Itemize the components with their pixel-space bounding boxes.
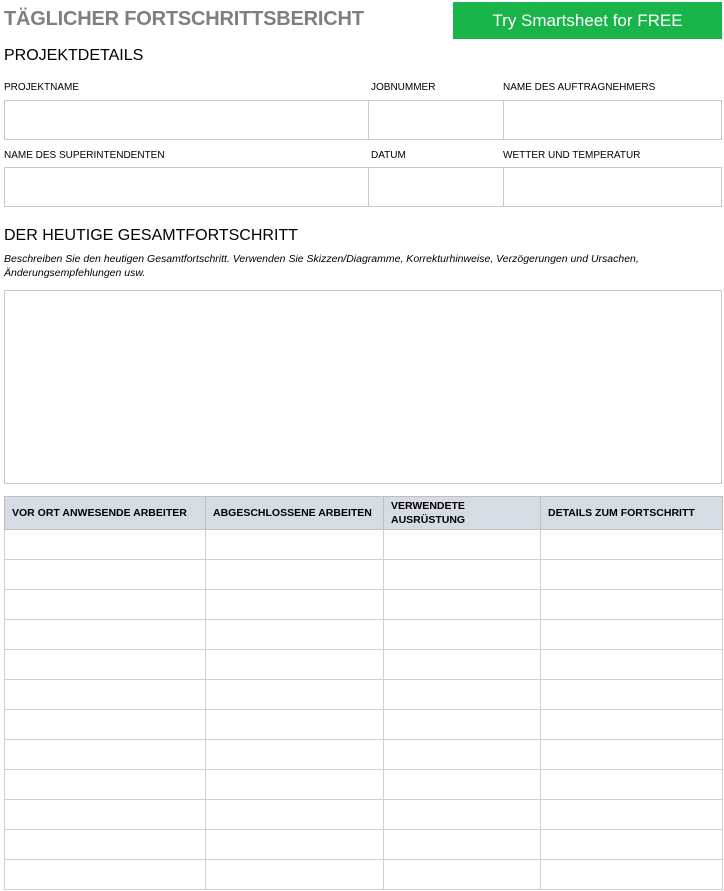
overall-progress-instructions: Beschreiben Sie den heutigen Gesamtfortschritt. Verwenden Sie Skizzen/Diagramme, Korrekturhinweise, Verzögerungen und Ursachen, Änderungsempfehlungen usw. [4,253,639,279]
superintendent-name-field[interactable] [4,167,369,207]
table-cell[interactable] [384,800,541,830]
table-cell[interactable] [5,620,206,650]
superintendent-name-label: NAME DES SUPERINTENDENTEN [4,150,165,161]
table-row [5,530,723,560]
table-cell[interactable] [5,710,206,740]
table-cell[interactable] [541,770,723,800]
table-row [5,620,723,650]
table-cell[interactable] [384,860,541,890]
progress-log-table [4,496,723,890]
job-number-field[interactable] [368,100,504,140]
project-name-label: PROJEKTNAME [4,82,80,93]
table-cell[interactable] [541,680,723,710]
table-cell[interactable] [5,830,206,860]
table-cell[interactable] [384,620,541,650]
table-cell[interactable] [206,830,384,860]
table-cell[interactable] [541,800,723,830]
table-row [5,650,723,680]
table-header-row [5,497,723,530]
column-header-equipment: VERWENDETE AUSRÜSTUNG [384,497,541,530]
table-cell[interactable] [5,800,206,830]
table-cell[interactable] [5,860,206,890]
table-row [5,560,723,590]
table-cell[interactable] [384,830,541,860]
column-header-progress-details: DETAILS ZUM FORTSCHRITT [541,497,723,530]
project-name-field[interactable] [4,100,369,140]
table-cell[interactable] [541,620,723,650]
table-cell[interactable] [206,680,384,710]
table-cell[interactable] [384,680,541,710]
table-cell[interactable] [541,740,723,770]
table-cell[interactable] [541,830,723,860]
table-cell[interactable] [5,770,206,800]
table-cell[interactable] [206,650,384,680]
table-row [5,800,723,830]
weather-temperature-label: WETTER UND TEMPERATUR [503,150,641,161]
table-cell[interactable] [206,800,384,830]
table-cell[interactable] [384,590,541,620]
table-cell[interactable] [5,680,206,710]
table-cell[interactable] [5,560,206,590]
table-row [5,740,723,770]
date-label: DATUM [371,150,406,161]
table-cell[interactable] [384,650,541,680]
column-header-workers: VOR ORT ANWESENDE ARBEITER [5,497,206,530]
table-cell[interactable] [541,530,723,560]
table-cell[interactable] [206,710,384,740]
table-row [5,590,723,620]
try-smartsheet-button[interactable]: Try Smartsheet for FREE [453,2,722,39]
column-header-completed-work: ABGESCHLOSSENE ARBEITEN [206,497,384,530]
table-row [5,830,723,860]
overall-progress-heading: DER HEUTIGE GESAMTFORTSCHRITT [4,227,298,244]
job-number-label: JOBNUMMER [371,82,436,93]
page-title: TÄGLICHER FORTSCHRITTSBERICHT [4,8,364,30]
table-cell[interactable] [384,530,541,560]
table-cell[interactable] [384,740,541,770]
weather-temperature-field[interactable] [503,167,722,207]
table-row [5,680,723,710]
table-cell[interactable] [5,530,206,560]
date-field[interactable] [368,167,504,207]
table-cell[interactable] [541,590,723,620]
table-cell[interactable] [206,860,384,890]
table-cell[interactable] [206,770,384,800]
table-body [5,530,723,890]
table-cell[interactable] [384,710,541,740]
table-cell[interactable] [5,650,206,680]
table-cell[interactable] [541,860,723,890]
table-cell[interactable] [384,560,541,590]
table-cell[interactable] [541,650,723,680]
table-cell[interactable] [5,740,206,770]
contractor-name-label: NAME DES AUFTRAGNEHMERS [503,82,656,93]
table-cell[interactable] [206,620,384,650]
table-cell[interactable] [206,560,384,590]
project-details-heading: PROJEKTDETAILS [4,47,144,64]
table-row [5,710,723,740]
table-cell[interactable] [206,740,384,770]
contractor-name-field[interactable] [503,100,722,140]
table-cell[interactable] [541,560,723,590]
table-cell[interactable] [384,770,541,800]
overall-progress-textarea[interactable] [4,290,722,484]
table-cell[interactable] [206,590,384,620]
table-row [5,770,723,800]
table-cell[interactable] [206,530,384,560]
table-row [5,860,723,890]
table-cell[interactable] [541,710,723,740]
table-cell[interactable] [5,590,206,620]
